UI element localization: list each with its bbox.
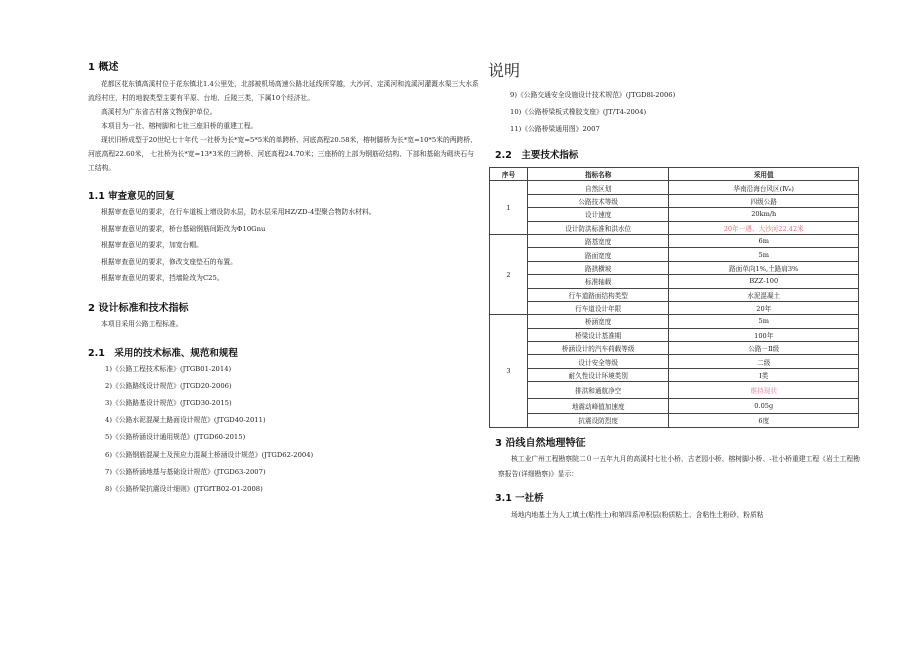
table-row bbox=[490, 382, 859, 399]
standard-item: 6)《公路钢筋混凝土及预应力混凝土桥涵设计规范》(JTGD62-2004) bbox=[105, 450, 314, 459]
document-title: 说明 bbox=[488, 61, 521, 80]
standard-item: 7)《公路桥涵地基与基础设计规范》(JTGD63-2007) bbox=[105, 467, 266, 476]
index-value: 6度 bbox=[669, 414, 859, 427]
standards-list-continued bbox=[488, 87, 862, 138]
section-3-title: 3 沿线自然地理特征 bbox=[495, 437, 586, 449]
index-name: 桥涵设计的汽车荷载等级 bbox=[527, 342, 669, 355]
index-value: 四级公路 bbox=[669, 194, 859, 207]
table-row bbox=[490, 181, 859, 194]
index-value: 二级 bbox=[669, 355, 859, 368]
section-1-body bbox=[88, 77, 480, 175]
index-value: 华南沿海台风区(Ⅳ₆) bbox=[669, 181, 859, 194]
table-row bbox=[490, 368, 859, 381]
index-name: 抗震设防烈度 bbox=[527, 414, 669, 427]
index-name: 路面宽度 bbox=[527, 248, 669, 261]
header-cell: 指标名称 bbox=[527, 168, 669, 181]
index-name: 排洪和通航净空 bbox=[527, 382, 669, 399]
index-name: 耐久性设计环境类别 bbox=[527, 368, 669, 381]
standards-list bbox=[88, 361, 480, 499]
standard-item: 4)《公路水泥混凝土路面设计规范》(JTGD40-2011) bbox=[105, 416, 266, 425]
paragraph: 花都区花东镇高溪村位于花东镇北1.4公里处，北部被机场高速公路北延线所穿越，大沙河、定溪河和流溪河灌溉水渠三大水系流经村庄，村的地貌类型主要有平原、台地、丘陵三类，下属10个经济社。 bbox=[88, 80, 479, 102]
index-value: 路面单向1%,土路肩3% bbox=[669, 261, 859, 274]
standard-item: 11)《公路桥梁通用图》2007 bbox=[510, 125, 600, 133]
index-value: Ⅰ类 bbox=[669, 368, 859, 381]
group-number: 2 bbox=[490, 234, 528, 314]
index-name: 桥梁设计基准期 bbox=[527, 328, 669, 341]
header-cell: 采用值 bbox=[669, 168, 859, 181]
response-line: 根据审查意见的要求，加宽台帽。 bbox=[101, 241, 203, 249]
paragraph: 现状旧桥成型于20世纪七十年代 一社桥为长*宽=5*5米的单跨桥、河底高程20.58米，榕树脚桥为长*宽=10*5米的两跨桥、河底高程22.60米， 七社桥为长*宽=13*3米的三跨桥、河底高程24.70米；三座桥的上部为钢筋砼结构、下部和基础为砌块石与工结构。 bbox=[88, 136, 477, 172]
section-1-1-title: 1.1 审查意见的回复 bbox=[88, 191, 175, 202]
index-value: 5m bbox=[669, 248, 859, 261]
index-name: 桥涵宽度 bbox=[527, 315, 669, 328]
index-name: 公路技术等级 bbox=[527, 194, 669, 207]
table-row bbox=[490, 301, 859, 314]
table-row bbox=[490, 315, 859, 328]
index-value-flood: 20年一遇、大沙河22.42米 bbox=[669, 221, 859, 234]
standard-item: 3)《公路路基设计规范》(JTGD30-2015) bbox=[105, 398, 232, 407]
paragraph: 本项目为一社、榕树脚和七社三座旧桥的重建工程。 bbox=[101, 122, 258, 130]
header-cell: 序号 bbox=[490, 168, 528, 181]
standard-item: 1)《公路工程技术标准》(JTGB01-2014) bbox=[105, 364, 232, 373]
index-value: 5m bbox=[669, 315, 859, 328]
group-number: 1 bbox=[490, 181, 528, 235]
index-name: 设计速度 bbox=[527, 208, 669, 221]
table-row bbox=[490, 248, 859, 261]
index-name: 地震动峰值加速度 bbox=[527, 399, 669, 414]
standard-item: 10)《公路桥梁板式橡胶支座》(JT/T4-2004) bbox=[510, 108, 647, 116]
section-2-title: 2 设计标准和技术指标 bbox=[88, 302, 189, 314]
section-3-1-title: 3.1 一社桥 bbox=[495, 492, 544, 504]
group-number: 3 bbox=[490, 315, 528, 427]
index-name: 自然区划 bbox=[527, 181, 669, 194]
response-line: 根据审查意见的要求，在行车道板上增设防水层，防水层采用HZ/ZD-4型聚合物防水材料。 bbox=[101, 208, 376, 216]
standard-item: 9)《公路交通安全设施设计技术规范》(JTGD8l-2006) bbox=[510, 91, 676, 99]
tech-index-table bbox=[489, 167, 859, 428]
table-row bbox=[490, 414, 859, 427]
index-value: 6m bbox=[669, 234, 859, 247]
index-name: 标准轴载 bbox=[527, 275, 669, 288]
section-2-1-title: 2.1 采用的技术标准、规范和规程 bbox=[88, 347, 238, 359]
index-value-clearance: 维持现状 bbox=[669, 382, 859, 399]
table-row bbox=[490, 328, 859, 341]
index-value: 100年 bbox=[669, 328, 859, 341]
table-row bbox=[490, 234, 859, 247]
index-value: 水泥混凝土 bbox=[669, 288, 859, 301]
paragraph: 场地内地基土为人工填土(粘性土)和第四系冲积层(粉质粘土、含粘性土粉砂、粉质粘 bbox=[511, 510, 764, 519]
response-line: 根据审查意见的要求，修改支座垫石的布置。 bbox=[101, 257, 237, 266]
table-row bbox=[490, 261, 859, 274]
response-line: 根据审查意见的要求，桥台基础钢筋间距改为Φ10Gnu bbox=[101, 224, 266, 233]
section-1-title: 1 概述 bbox=[88, 62, 119, 73]
index-value: BZZ-100 bbox=[669, 275, 859, 288]
index-name: 设计安全等级 bbox=[527, 355, 669, 368]
standard-item: 2)《公路路线设计规范》(JTGD20-2006) bbox=[105, 381, 232, 390]
paragraph: 核工业广州工程勘察院二０一五年九月的高溪村七社小桥、古老园小桥、榕树脚小桥、-社小桥重建工程《岩土工程勘察报告(详细勘察)》显示： bbox=[498, 454, 860, 478]
table-row bbox=[490, 194, 859, 207]
paragraph: 本项目采用公路工程标准。 bbox=[101, 319, 183, 328]
standard-item: 5)《公路桥涵设计通用规范》(JTGD60-2015) bbox=[105, 433, 246, 442]
index-value: 20km/h bbox=[669, 208, 859, 221]
response-line: 根据审查意见的要求，挡墙险改为C25。 bbox=[101, 274, 224, 282]
paragraph: 高溪村为广东省古村落文物保护单位。 bbox=[101, 108, 217, 116]
left-column bbox=[88, 58, 480, 498]
index-name: 设计防洪标准和洪水位 bbox=[527, 221, 669, 234]
index-name: 行车道路面结构类型 bbox=[527, 288, 669, 301]
review-responses bbox=[88, 204, 480, 287]
index-value: 20年 bbox=[669, 301, 859, 314]
index-value: 0.05g bbox=[669, 399, 859, 414]
right-column bbox=[488, 58, 862, 522]
table-row bbox=[490, 342, 859, 355]
table-row bbox=[490, 221, 859, 234]
table-row bbox=[490, 355, 859, 368]
standard-item: 8)《公路桥梁抗震设计细则》(JTGfTB02-01-2008) bbox=[105, 484, 263, 493]
table-row bbox=[490, 208, 859, 221]
index-value: 公路－Ⅱ级 bbox=[669, 342, 859, 355]
table-row bbox=[490, 288, 859, 301]
table-row bbox=[490, 399, 859, 414]
section-2-2-title: 2.2 主要技术指标 bbox=[495, 150, 579, 161]
index-name: 行车道设计年限 bbox=[527, 301, 669, 314]
index-name: 路拱横坡 bbox=[527, 261, 669, 274]
table-row bbox=[490, 275, 859, 288]
table-header-row bbox=[490, 168, 859, 181]
index-name: 路基宽度 bbox=[527, 234, 669, 247]
